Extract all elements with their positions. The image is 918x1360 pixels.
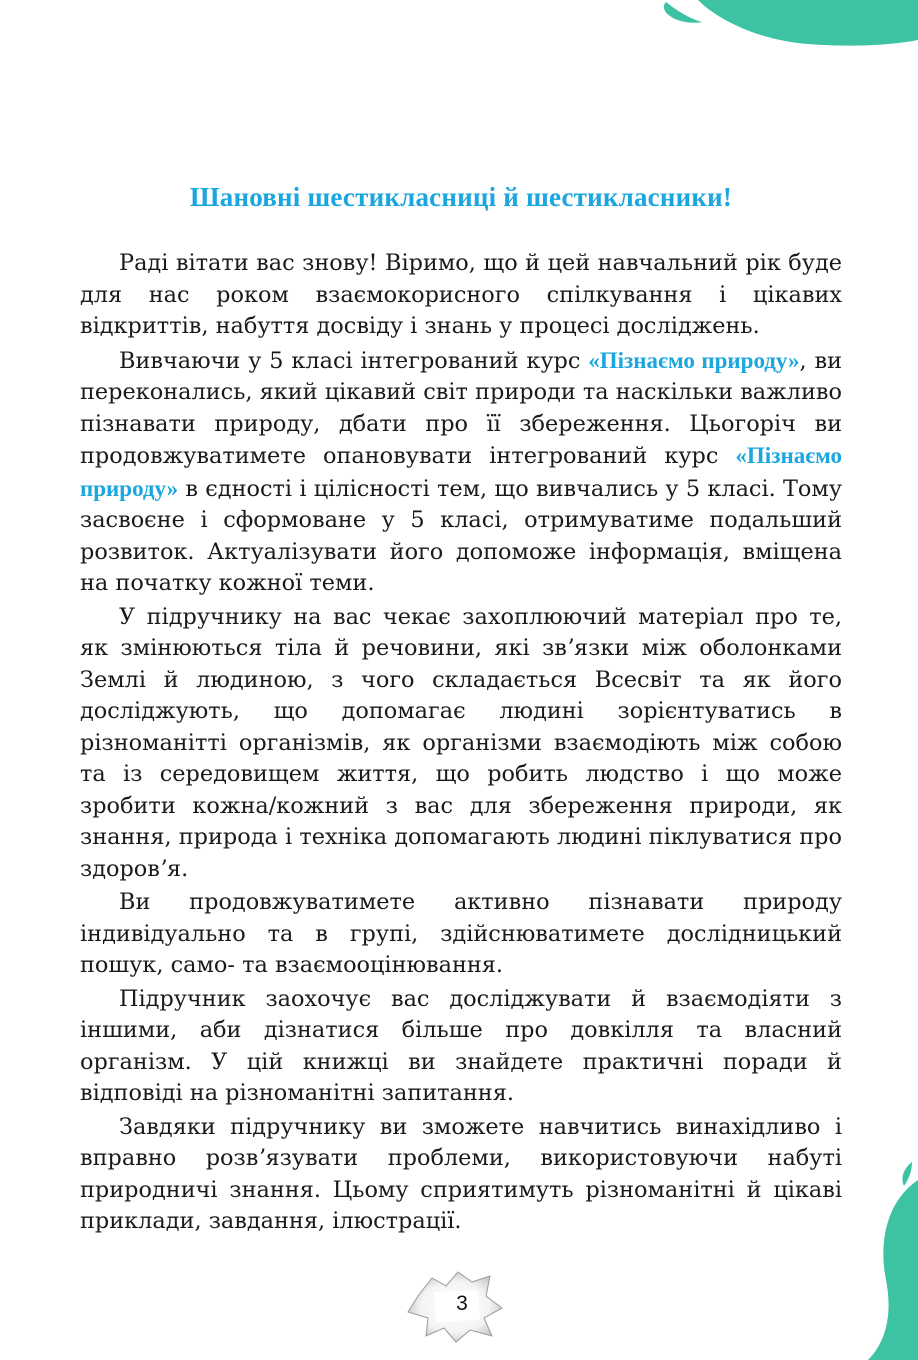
course-name-highlight-1: «Пізнаємо природу» [588, 347, 800, 373]
paragraph-4: Ви продовжуватимете активно пізнавати природу індивідуально та в групі, здійснюватимете дослідницький пошук, само- та взаємооцінювання. [80, 889, 842, 978]
paragraph-2 [80, 345, 842, 600]
paragraph-6: Завдяки підручнику ви зможете навчитись винахідливо і вправно розвʼязувати проблеми, використовуючи набуті природничі знання. Цьому сприятимуть різноманітні й цікаві приклади, завдання, ілюстрації. [80, 1113, 842, 1234]
intro-text [80, 248, 842, 1240]
course-name-highlight-2: «Пізнаємо природу» [80, 443, 842, 501]
page-number: 3 [456, 1292, 468, 1315]
paragraph-3: У підручнику на вас чекає захоплюючий матеріал про те, як змінюються тіла й речовини, які звʼязки між оболонками Землі й людиною, з чого складається Всесвіт та як його досліджують, що допомагає людині зорієнтуватись в різноманітті організмів, як організми взаємодіють між собою та із середовищем життя, що робить людство і що може зробити кожна/кожний з вас для збереження природи, як знання, природа і техніка допомагають людині піклуватися про здоровʼя. [80, 603, 842, 882]
paragraph-2-part-3: в єдності і цілісності тем, що вивчались у 5 класі. Тому засвоєне і сформоване у 5 класі, отримуватиме подальший розвиток. Актуалізувати його допоможе інформація, вміщена на початку кожної теми. [80, 475, 842, 596]
paragraph-1: Раді вітати вас знову! Віримо, що й цей навчальний рік буде для нас роком взаємокорисного спілкування і цікавих відкриттів, набуття досвіду і знань у процесі досліджень. [80, 250, 842, 339]
top-right-decoration [658, 0, 918, 70]
page-heading: Шановні шестикласниці й шестикласники! [189, 182, 733, 212]
paragraph-2-part-2: , ви переконались, який цікавий світ природи та наскільки важливо пізнавати природу, дбати про її збереження. Цьогоріч ви продовжуватимете опановувати інтегрований курс [80, 347, 843, 469]
paragraph-2-part-1: Вивчаючи у 5 класі інтегрований курс [119, 347, 589, 374]
paragraph-5: Підручник заохочує вас досліджувати й взаємодіяти з іншими, аби дізнатися більше про довкілля та власний організм. У цій книжці ви знайдете практичні поради й відповіді на різноманітні запитання. [80, 985, 842, 1106]
bottom-right-decoration [808, 1160, 918, 1360]
